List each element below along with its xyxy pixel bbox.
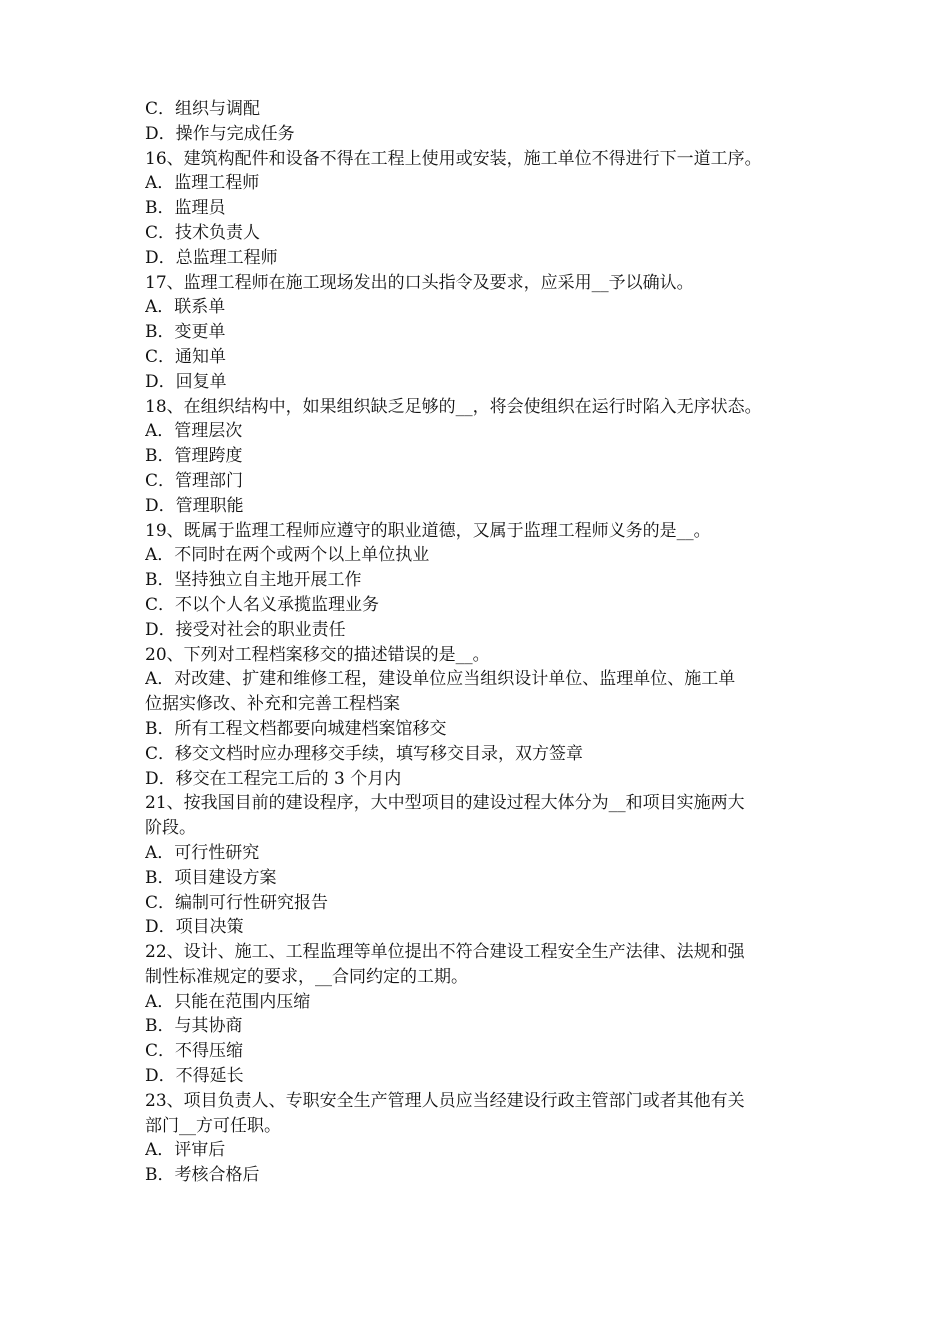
option-text: C．通知单 — [145, 346, 227, 367]
question-text: 16、建筑构配件和设备不得在工程上使用或安装，施工单位不得进行下一道工序。 — [145, 148, 762, 169]
question-text: 23、项目负责人、专职安全生产管理人员应当经建设行政主管部门或者其他有关 — [145, 1090, 745, 1111]
option-text: A．联系单 — [145, 297, 226, 318]
option-text: D．回复单 — [145, 371, 227, 392]
option-text: B．管理跨度 — [145, 446, 243, 467]
option-text: D．管理职能 — [145, 495, 244, 516]
option-text: B．坚持独立自主地开展工作 — [145, 570, 362, 591]
option-text: B．项目建设方案 — [145, 867, 277, 888]
question-text: 19、既属于监理工程师应遵守的职业道德，又属于监理工程师义务的是__。 — [145, 520, 711, 541]
option-text: A．监理工程师 — [145, 173, 260, 194]
question-text: 18、在组织结构中，如果组织缺乏足够的__，将会使组织在运行时陷入无序状态。 — [145, 396, 762, 417]
option-text: C．移交文档时应办理移交手续，填写移交目录，双方签章 — [145, 743, 584, 764]
question-text-continued: 部门__方可任职。 — [145, 1115, 281, 1136]
option-text: D．项目决策 — [145, 917, 244, 938]
option-text: A．只能在范围内压缩 — [145, 991, 311, 1012]
option-text: B．与其协商 — [145, 1016, 243, 1037]
option-text: B．变更单 — [145, 322, 226, 343]
option-text: C．技术负责人 — [145, 222, 261, 243]
option-text-continued: 位据实修改、补充和完善工程档案 — [145, 694, 400, 715]
option-text: D．移交在工程完工后的 3 个月内 — [145, 768, 402, 789]
option-text: C．编制可行性研究报告 — [145, 892, 329, 913]
question-text-continued: 阶段。 — [145, 818, 196, 839]
option-text: C．不以个人名义承揽监理业务 — [145, 594, 380, 615]
option-text: B．考核合格后 — [145, 1165, 260, 1186]
text-line: D．操作与完成任务 — [145, 123, 295, 144]
option-text: A．可行性研究 — [145, 842, 260, 863]
option-text: D．总监理工程师 — [145, 247, 278, 268]
option-text: A．评审后 — [145, 1140, 226, 1161]
document-page — [145, 97, 825, 1188]
question-text: 21、按我国目前的建设程序，大中型项目的建设过程大体分为__和项目实施两大 — [145, 793, 745, 814]
question-text: 20、下列对工程档案移交的描述错误的是__。 — [145, 644, 490, 665]
question-text-continued: 制性标准规定的要求，__合同约定的工期。 — [145, 966, 468, 987]
text-line: C．组织与调配 — [145, 99, 261, 119]
option-text: C．不得压缩 — [145, 1041, 244, 1062]
option-text: C．管理部门 — [145, 470, 244, 491]
question-text: 22、设计、施工、工程监理等单位提出不符合建设工程安全生产法律、法规和强 — [145, 942, 745, 963]
option-text: A．不同时在两个或两个以上单位执业 — [145, 545, 430, 566]
question-text: 17、监理工程师在施工现场发出的口头指令及要求，应采用__予以确认。 — [145, 272, 694, 293]
option-text: A．管理层次 — [145, 421, 243, 442]
option-text: B．监理员 — [145, 198, 226, 219]
option-text: D．接受对社会的职业责任 — [145, 619, 346, 640]
option-text: A．对改建、扩建和维修工程，建设单位应当组织设计单位、监理单位、施工单 — [145, 669, 736, 690]
option-text: D．不得延长 — [145, 1066, 244, 1087]
option-text: B．所有工程文档都要向城建档案馆移交 — [145, 718, 447, 739]
